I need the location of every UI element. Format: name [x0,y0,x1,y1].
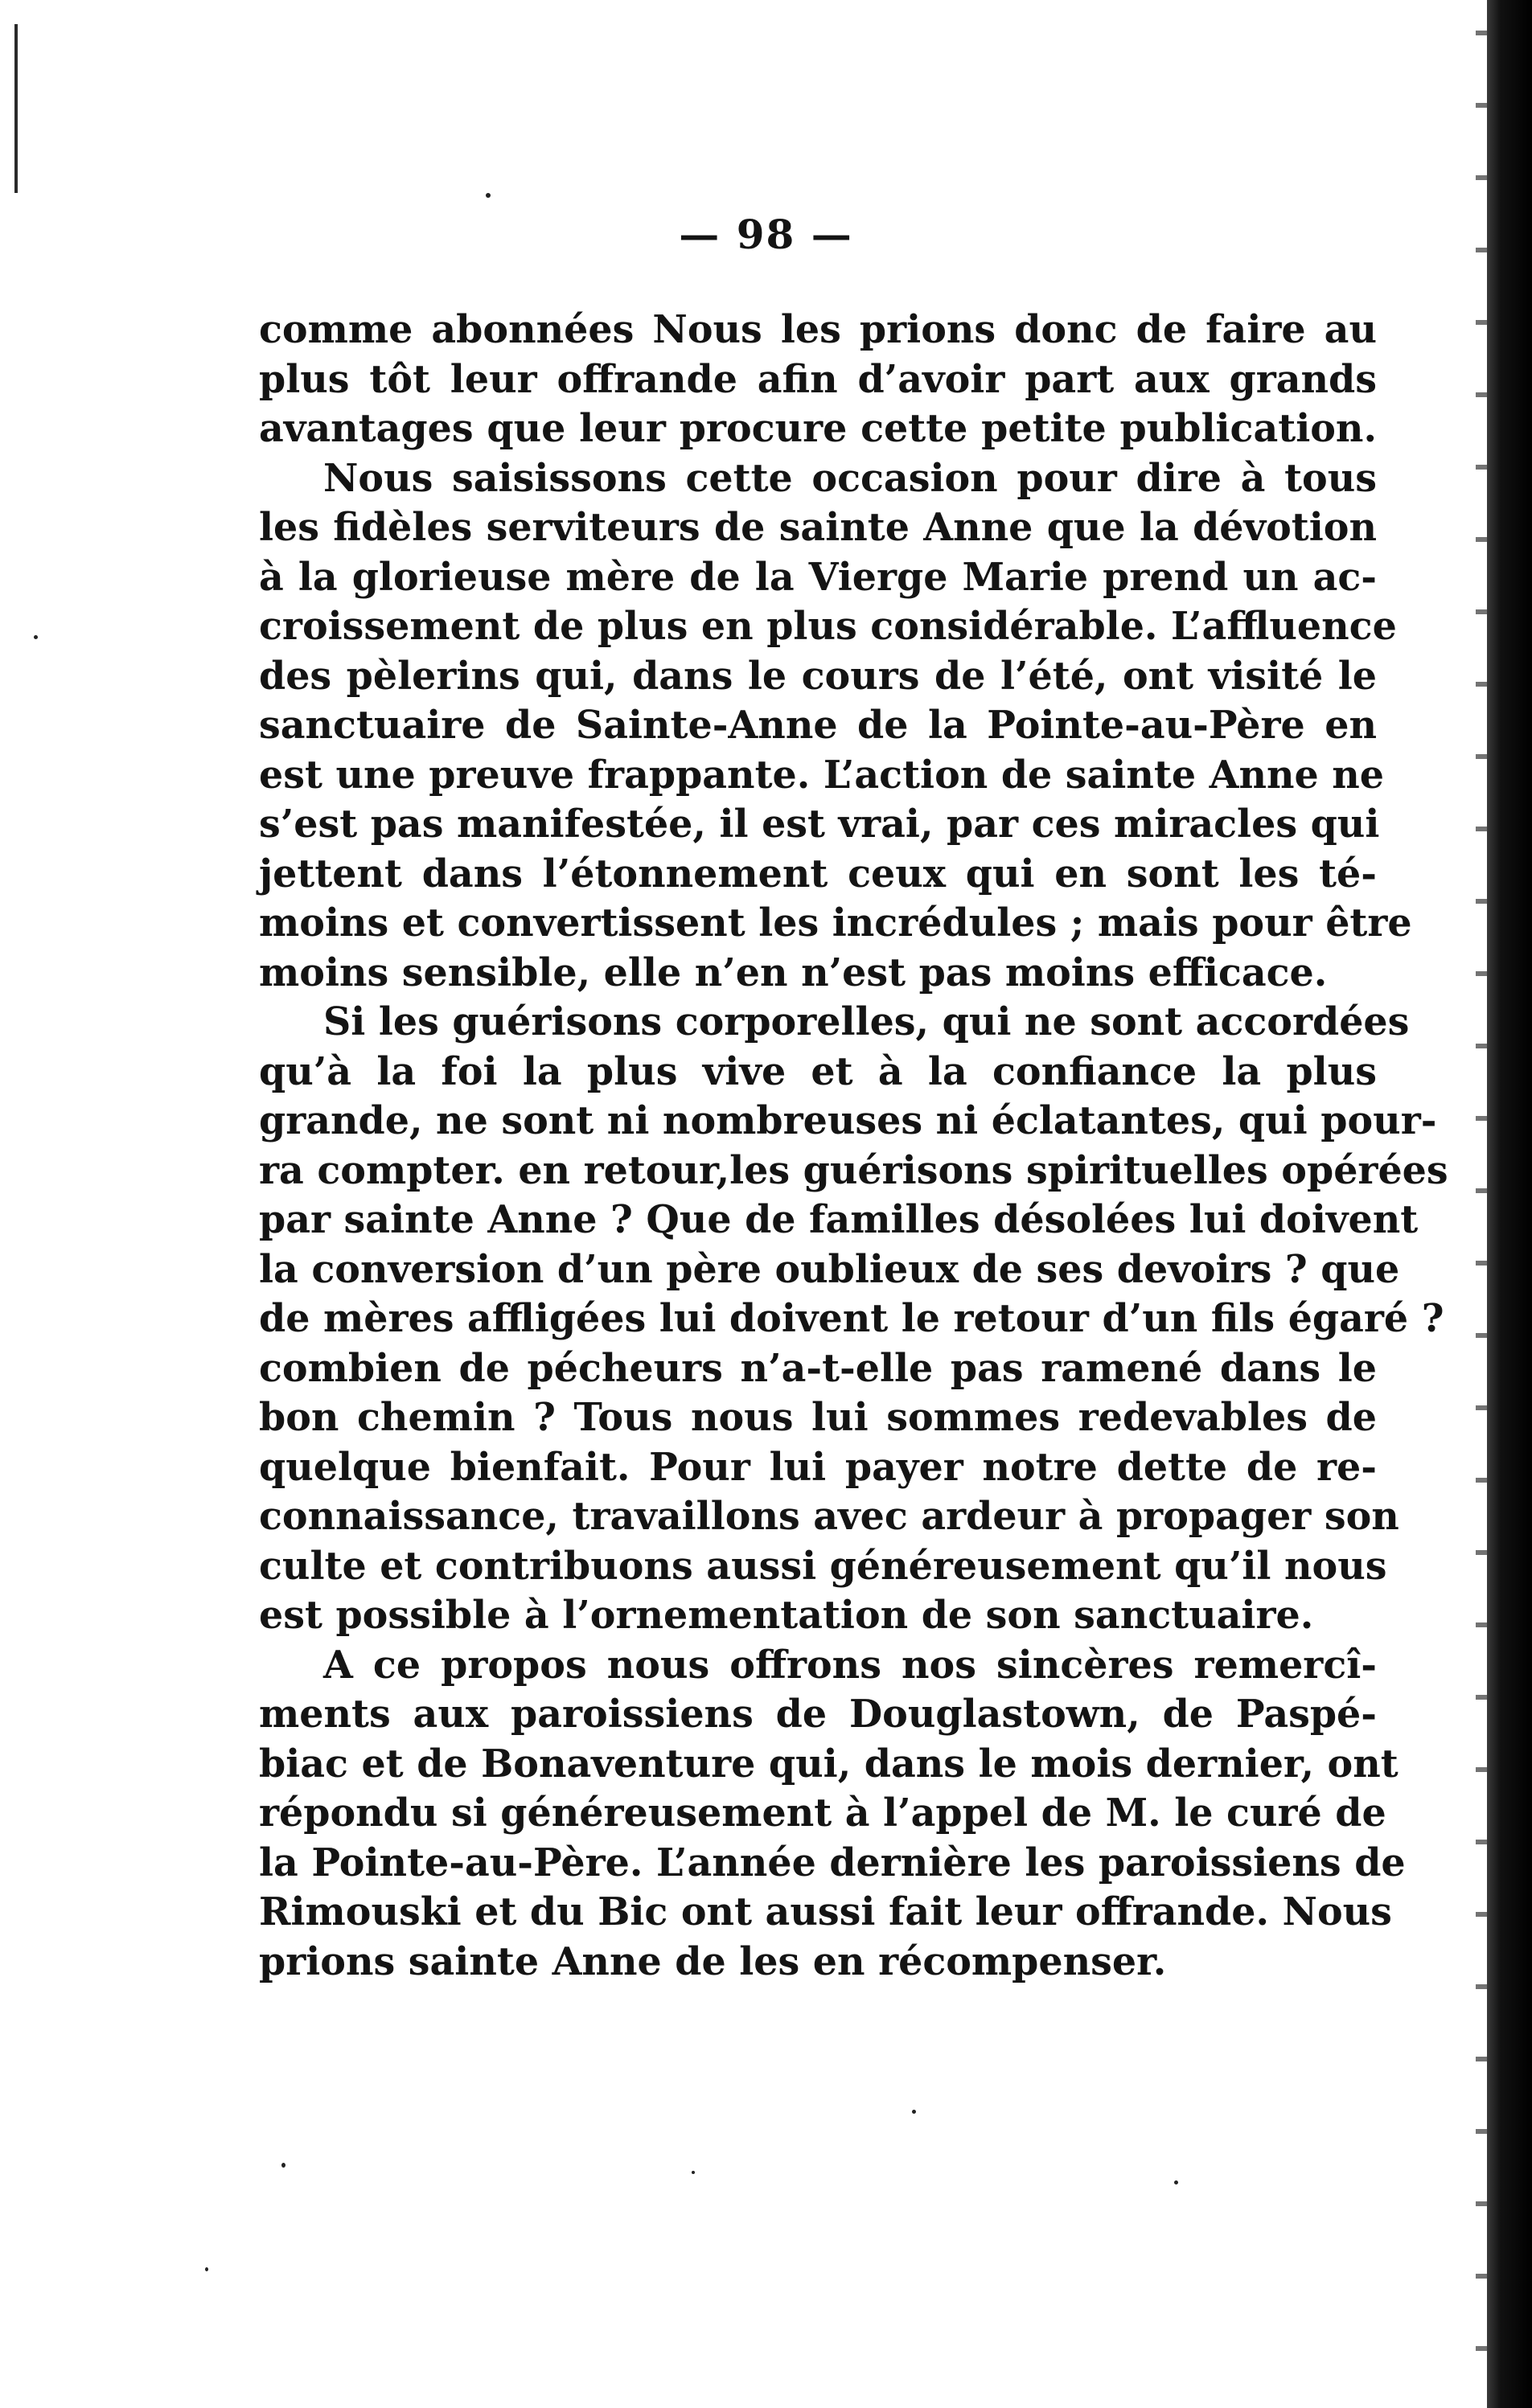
text-line: combien de pécheurs n’a-t-elle pas ramené dans le [259,1345,1377,1391]
left-margin-rule [14,24,18,193]
scan-speck [1174,2180,1178,2184]
text-line: moins sensible, elle n’en n’est pas moins efficace. [259,950,1328,995]
scan-speck [281,2163,285,2168]
scan-speck [34,635,38,639]
text-line: à la glorieuse mère de la Vierge Marie prend un ac- [259,554,1377,600]
scan-speck [912,2110,916,2114]
text-line: connaissance, travaillons avec ardeur à propager son [259,1494,1399,1539]
text-line: la conversion d’un père oublieux de ses devoirs ? que [259,1246,1400,1292]
text-line: les fidèles serviteurs de sainte Anne que la dévotion [259,505,1377,550]
text-line: par sainte Anne ? Que de familles désolées lui doivent [259,1197,1419,1242]
text-line: Si les guérisons corporelles, qui ne sont accordées [323,999,1410,1044]
text-line: ra compter. en retour,les guérisons spirituelles opérées [259,1147,1448,1193]
text-line: croissement de plus en plus considérable. L’affluence [259,604,1397,649]
body-text [259,306,1448,1987]
page-number: — 98 — [679,211,853,258]
scan-speck [486,193,491,198]
text-line: comme abonnées Nous les prions donc de faire au [259,307,1377,352]
text-line: moins et convertissent les incrédules ; mais pour être [259,900,1412,946]
text-line: Nous saisissons cette occasion pour dire à tous [323,455,1377,501]
text-line: est une preuve frappante. L’action de sainte Anne ne [259,752,1385,798]
scan-speck [205,2267,208,2271]
text-line: bon chemin ? Tous nous lui sommes redevables de [259,1395,1377,1440]
text-line: des pèlerins qui, dans le cours de l’été, ont visité le [259,653,1377,699]
text-line: prions sainte Anne de les en récompenser. [259,1938,1167,1984]
text-line: sanctuaire de Sainte-Anne de la Pointe-au-Père en [259,703,1377,748]
text-line: quelque bienfait. Pour lui payer notre dette de re- [259,1444,1377,1490]
scan-speck [692,2171,695,2174]
text-line: plus tôt leur offrande afin d’avoir part aux grands [259,356,1377,402]
text-line: la Pointe-au-Père. L’année dernière les paroissiens de [259,1840,1406,1885]
text-line: jettent dans l’étonnement ceux qui en sont les té- [259,851,1377,896]
text-line: de mères affligées lui doivent le retour d’un fils égaré ? [259,1296,1444,1341]
text-line: Rimouski et du Bic ont aussi fait leur offrande. Nous [259,1889,1392,1934]
text-line: s’est pas manifestée, il est vrai, par ces miracles qui [259,802,1380,847]
text-line: ments aux paroissiens de Douglastown, de Paspé- [259,1692,1377,1737]
text-line: avantages que leur procure cette petite publication. [259,406,1377,451]
book-binding-edge [1487,0,1532,2408]
text-line: qu’à la foi la plus vive et à la confiance la plus [259,1048,1377,1094]
text-line: est possible à l’ornementation de son sanctuaire. [259,1593,1314,1638]
text-line: A ce propos nous offrons nos sincères remercî- [323,1642,1377,1688]
text-line: biac et de Bonaventure qui, dans le mois dernier, ont [259,1741,1399,1787]
text-line: grande, ne sont ni nombreuses ni éclatantes, qui pour- [259,1098,1437,1143]
text-line: culte et contribuons aussi généreusement qu’il nous [259,1543,1387,1589]
text-line: répondu si généreusement à l’appel de M. le curé de [259,1791,1386,1836]
